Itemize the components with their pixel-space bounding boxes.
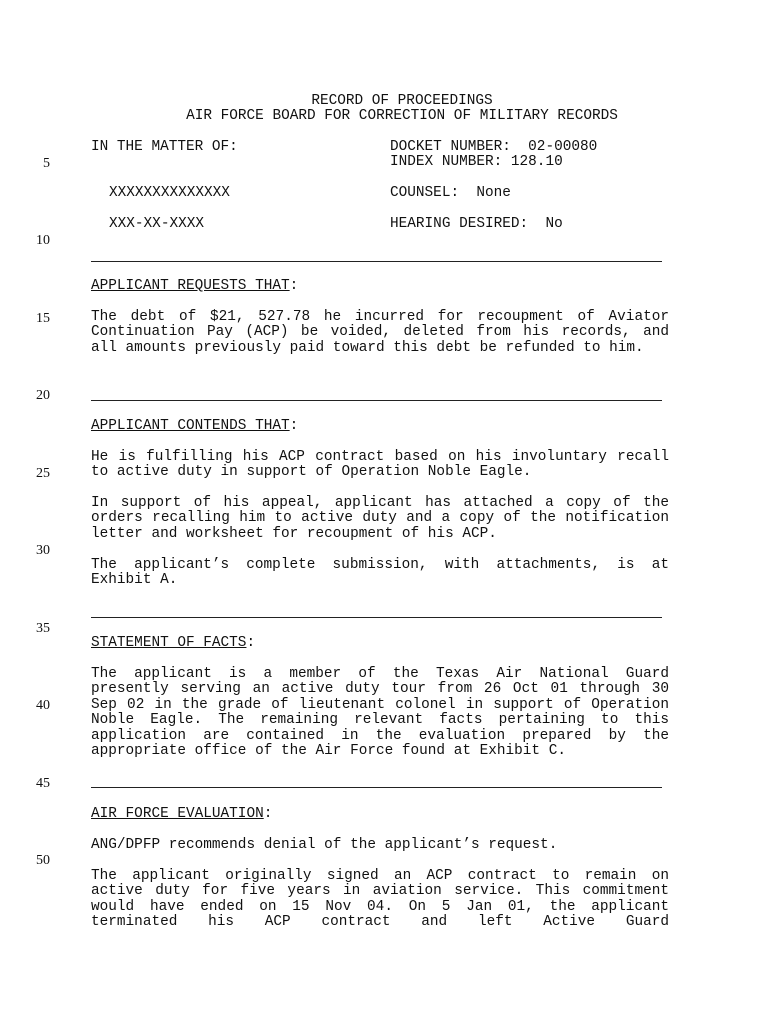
line-number-40: 40 (36, 698, 50, 713)
applicant-name: XXXXXXXXXXXXXX (109, 185, 230, 201)
heading-text: APPLICANT REQUESTS THAT (91, 278, 290, 294)
board-name: AIR FORCE BOARD FOR CORRECTION OF MILITARY RECORDS (186, 108, 618, 124)
requests-paragraph: The debt of $21, 527.78 he incurred for recoupment of Aviator Continuation Pay (ACP) be voided, deleted from his records, and all amounts previously paid toward this debt be refunded to him. (91, 309, 669, 356)
section-heading-facts (91, 636, 255, 651)
line-number-30: 30 (36, 543, 50, 558)
contends-paragraph-2: In support of his appeal, applicant has attached a copy of the orders recalling him to active duty and a copy of the notification letter and worksheet for recoupment of his ACP. (91, 495, 669, 542)
line-number-45: 45 (36, 776, 50, 791)
heading-text: AIR FORCE EVALUATION (91, 806, 264, 822)
line-number-50: 50 (36, 853, 50, 868)
section-divider (91, 261, 662, 262)
contends-paragraph-1: He is fulfilling his ACP contract based on his involuntary recall to active duty in support of Operation Noble Eagle. (91, 449, 669, 481)
heading-text: APPLICANT CONTENDS THAT (91, 418, 290, 434)
heading-colon: : (263, 806, 273, 822)
evaluation-paragraph-1: ANG/DPFP recommends denial of the applicant’s request. (91, 837, 558, 853)
document-title: RECORD OF PROCEEDINGS (311, 93, 493, 109)
counsel: COUNSEL: None (390, 185, 511, 201)
heading-text: STATEMENT OF FACTS (91, 635, 247, 651)
docket-number: DOCKET NUMBER: 02-00080 (390, 139, 598, 155)
line-number-20: 20 (36, 388, 50, 403)
matter-label: IN THE MATTER OF: (91, 139, 238, 155)
facts-paragraph: The applicant is a member of the Texas Air National Guard presently serving an active duty tour from 26 Oct 01 through 30 Sep 02 in the grade of lieutenant colonel in support of Operation Noble Eagle. The remaining relevant facts pertaining to this application are contained in the evaluation prepared by the appropriate office of the Air Force found at Exhibit C. (91, 666, 669, 760)
line-number-35: 35 (36, 621, 50, 636)
section-heading-evaluation (91, 807, 272, 822)
line-number-25: 25 (36, 466, 50, 481)
hearing-desired: HEARING DESIRED: No (390, 216, 563, 232)
heading-colon: : (289, 418, 299, 434)
section-heading-contends (91, 419, 298, 434)
section-divider (91, 400, 662, 401)
contends-paragraph-3: The applicant’s complete submission, with attachments, is at Exhibit A. (91, 557, 669, 589)
line-number-10: 10 (36, 233, 50, 248)
line-number-15: 15 (36, 311, 50, 326)
applicant-ssn: XXX-XX-XXXX (109, 216, 204, 232)
evaluation-paragraph-2: The applicant originally signed an ACP contract to remain on active duty for five years in aviation service. This commitment would have ended on 15 Nov 04. On 5 Jan 01, the applicant terminated his ACP contract and left Active Guard (91, 868, 669, 931)
heading-colon: : (289, 278, 299, 294)
index-number: INDEX NUMBER: 128.10 (390, 154, 563, 170)
line-number-5: 5 (43, 156, 50, 171)
heading-colon: : (246, 635, 256, 651)
section-divider (91, 617, 662, 618)
section-divider (91, 787, 662, 788)
section-heading-requests (91, 279, 298, 294)
